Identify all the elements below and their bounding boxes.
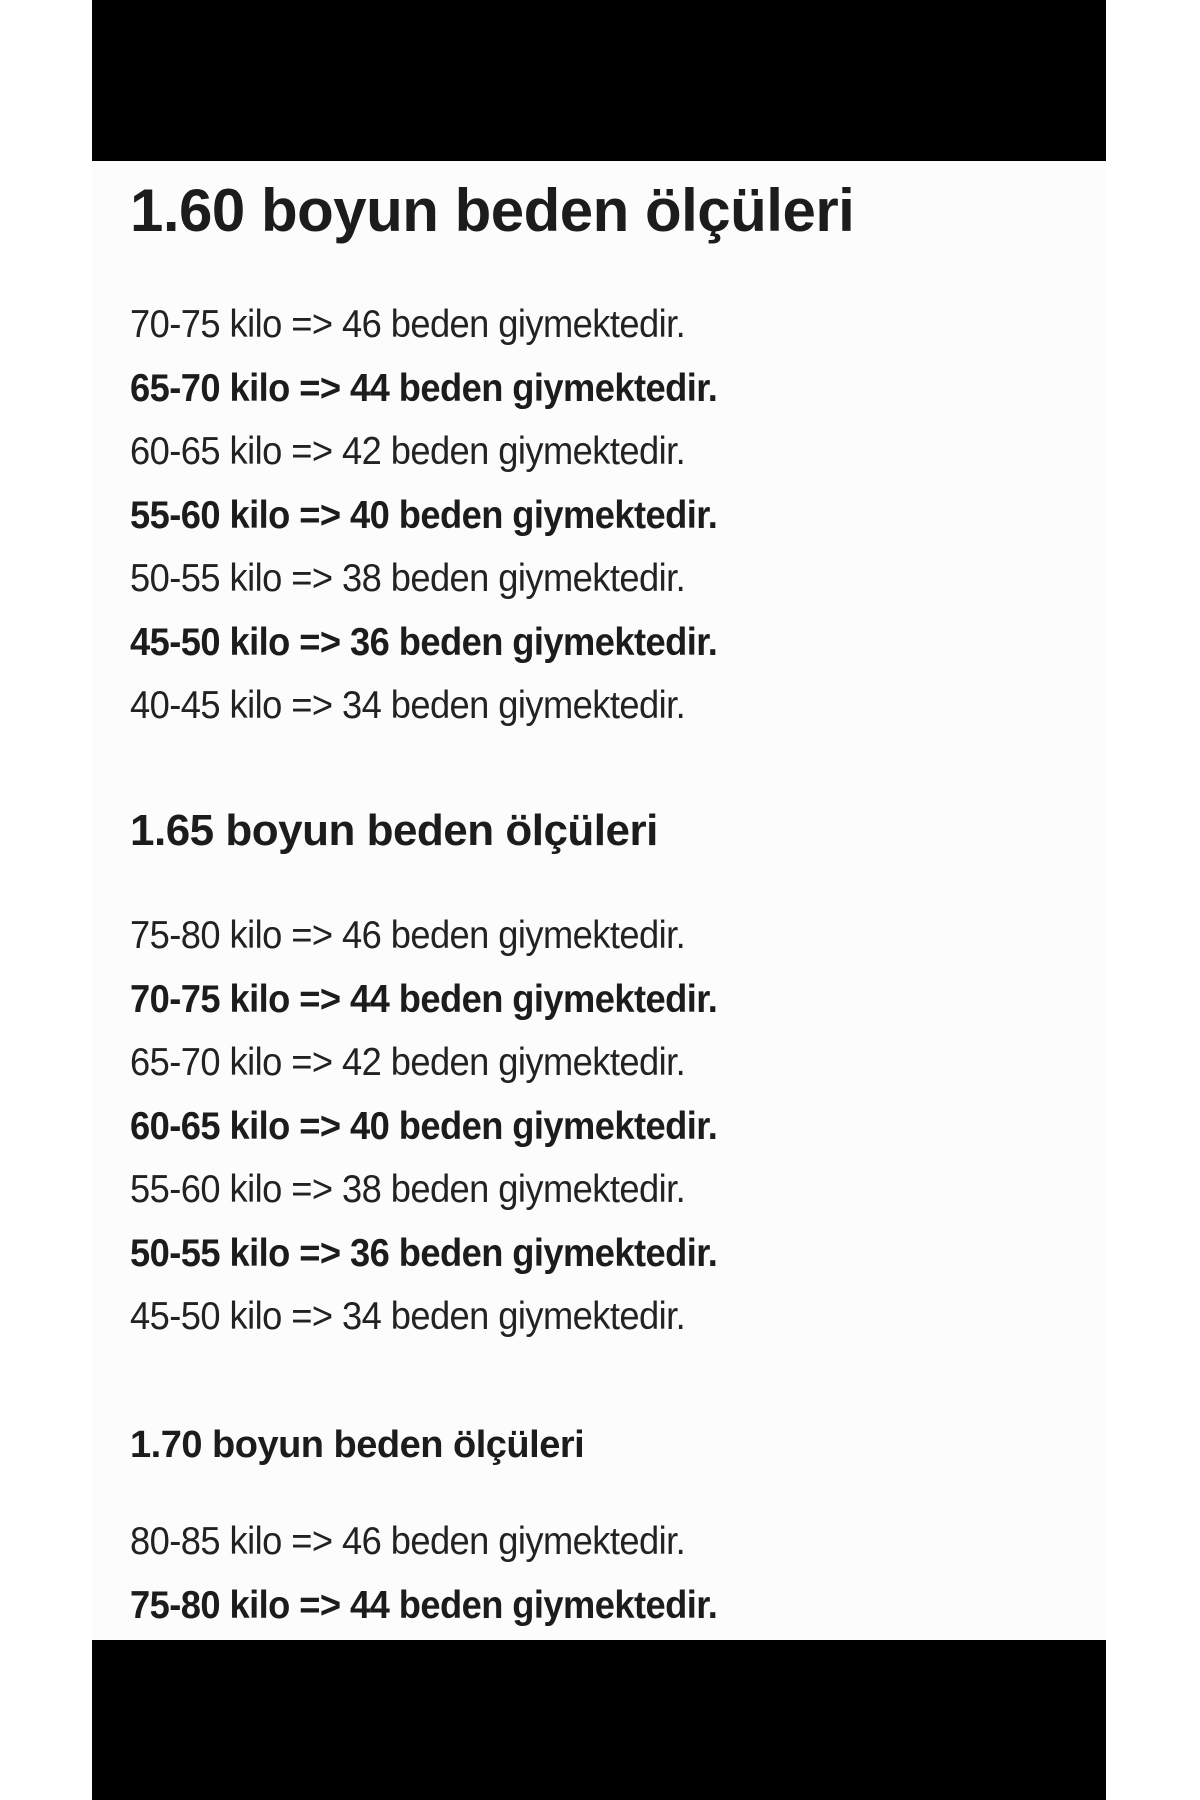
section-165 bbox=[130, 801, 1090, 1349]
section-title-165: 1.65 boyun beden ölçüleri bbox=[130, 806, 658, 855]
size-row: 70-75 kilo => 46 beden giymektedir. bbox=[130, 303, 686, 346]
size-row: 80-85 kilo => 46 beden giymektedir. bbox=[130, 1520, 686, 1563]
size-list-165 bbox=[130, 904, 1090, 1349]
size-row: 50-55 kilo => 36 beden giymektedir. bbox=[130, 1231, 718, 1275]
size-row: 40-45 kilo => 34 beden giymektedir. bbox=[130, 684, 686, 727]
size-row: 75-80 kilo => 44 beden giymektedir. bbox=[130, 1583, 718, 1627]
size-row: 70-75 kilo => 44 beden giymektedir. bbox=[130, 977, 718, 1021]
size-list-170 bbox=[130, 1510, 1090, 1637]
size-row: 45-50 kilo => 36 beden giymektedir. bbox=[130, 620, 718, 664]
top-black-bar bbox=[92, 0, 1106, 161]
section-title-170: 1.70 boyun beden ölçüleri bbox=[130, 1424, 585, 1466]
section-160 bbox=[130, 171, 1090, 738]
size-chart-content bbox=[130, 161, 1090, 1640]
size-row: 65-70 kilo => 44 beden giymektedir. bbox=[130, 366, 718, 410]
section-170 bbox=[130, 1419, 1090, 1637]
size-row: 75-80 kilo => 46 beden giymektedir. bbox=[130, 914, 686, 957]
size-row: 50-55 kilo => 38 beden giymektedir. bbox=[130, 557, 686, 600]
section-title-160: 1.60 boyun beden ölçüleri bbox=[130, 177, 855, 244]
size-row: 55-60 kilo => 38 beden giymektedir. bbox=[130, 1168, 686, 1211]
size-row: 55-60 kilo => 40 beden giymektedir. bbox=[130, 493, 718, 537]
size-row: 45-50 kilo => 34 beden giymektedir. bbox=[130, 1295, 686, 1338]
size-list-160 bbox=[130, 293, 1090, 738]
bottom-black-bar bbox=[92, 1640, 1106, 1800]
size-row: 65-70 kilo => 42 beden giymektedir. bbox=[130, 1041, 686, 1084]
document-frame bbox=[92, 0, 1106, 1800]
size-row: 60-65 kilo => 42 beden giymektedir. bbox=[130, 430, 686, 473]
size-row: 60-65 kilo => 40 beden giymektedir. bbox=[130, 1104, 718, 1148]
